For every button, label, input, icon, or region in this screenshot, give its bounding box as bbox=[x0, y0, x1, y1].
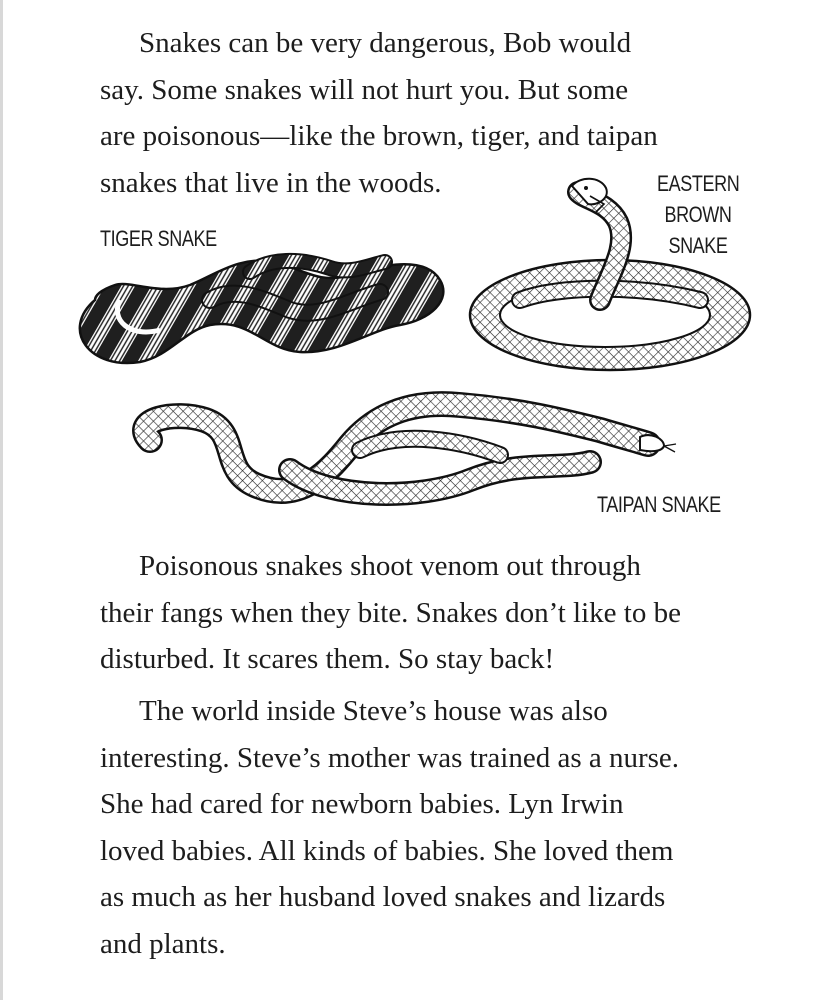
taipan-snake-drawing bbox=[145, 404, 676, 494]
paragraph-2 bbox=[100, 543, 760, 683]
tiger-snake-drawing bbox=[80, 261, 444, 363]
text-line: disturbed. It scares them. So stay back! bbox=[100, 643, 555, 675]
text-line: are poisonous—like the brown, tiger, and taipan bbox=[100, 120, 658, 152]
text-line: snakes that live in the woods. bbox=[100, 166, 442, 199]
text-line: as much as her husband loved snakes and lizards bbox=[100, 881, 666, 913]
eastern-brown-snake-label bbox=[657, 168, 739, 261]
text-line: their fangs when they bite. Snakes don’t like to be bbox=[100, 596, 681, 629]
text-line: The world inside Steve’s house was also bbox=[139, 695, 608, 727]
tiger-snake-label: TIGER SNAKE bbox=[100, 226, 217, 251]
label-line: BROWN bbox=[664, 202, 732, 227]
text-line: interesting. Steve’s mother was trained as a nurse. bbox=[100, 741, 680, 774]
text-line: and plants. bbox=[100, 927, 226, 960]
paragraph-3 bbox=[100, 688, 760, 967]
text-line: say. Some snakes will not hurt you. But some bbox=[100, 73, 629, 106]
label-line: SNAKE bbox=[668, 233, 728, 258]
text-line: She had cared for newborn babies. Lyn Irwin bbox=[100, 788, 624, 820]
text-line: Poisonous snakes shoot venom out through bbox=[139, 550, 641, 582]
text-line: loved babies. All kinds of babies. She loved them bbox=[100, 834, 674, 867]
label-line: EASTERN bbox=[657, 171, 740, 196]
taipan-snake-label: TAIPAN SNAKE bbox=[597, 492, 721, 517]
text-line: Snakes can be very dangerous, Bob would bbox=[139, 27, 632, 59]
